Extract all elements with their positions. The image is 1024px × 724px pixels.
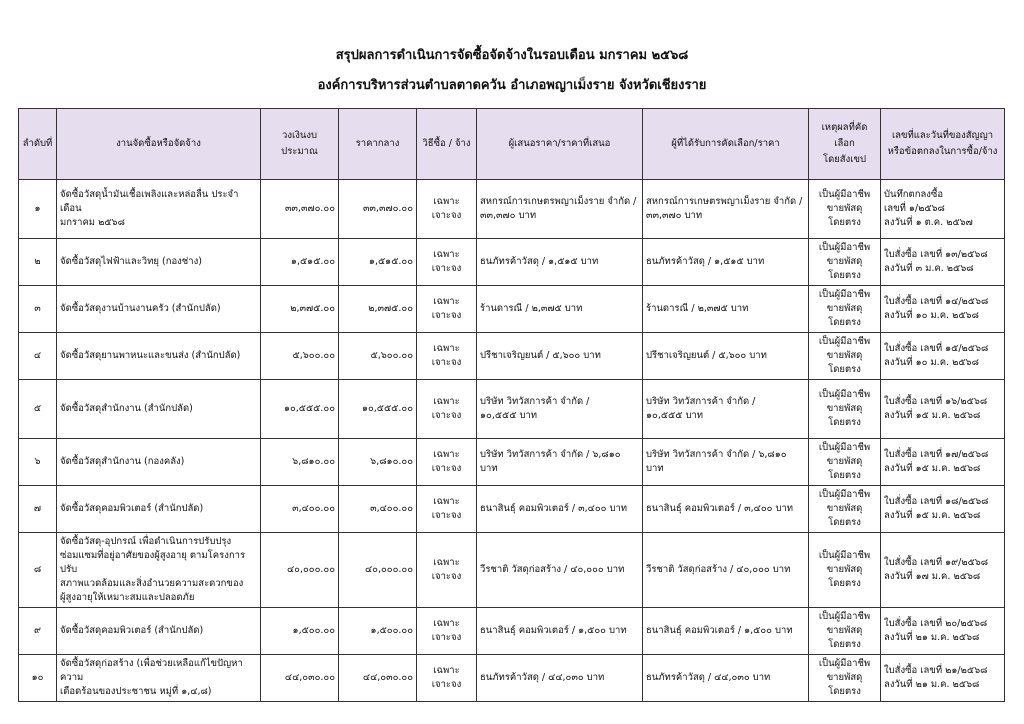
cell-contract-line: ลงวันที่ ๑๐ ม.ค. ๒๕๖๘ (884, 310, 979, 321)
cell-item-line: จัดซื้อวัสดุงานบ้านงานครัว (สำนักปลัด) (60, 303, 221, 314)
cell-selected-line: ปรีชาเจริญยนต์ / ๕,๖๐๐ บาท (646, 350, 767, 361)
cell-bidders (477, 333, 643, 380)
cell-selected-line: ร้านดารณี / ๒,๓๗๕ บาท (646, 303, 749, 314)
cell-selected-line: ธนภัทรค้าวัสดุ / ๔๔,๐๓๐ บาท (646, 672, 771, 683)
cell-item-line: สภาพแวดล้อมและสิ่งอำนวยความสะดวกของ (60, 578, 244, 589)
procurement-table (18, 108, 1005, 702)
cell-bidders (477, 180, 643, 239)
cell-contract (881, 439, 1005, 486)
cell-bidders (477, 655, 643, 702)
page-title: สรุปผลการดำเนินการจัดซื้อจัดจ้างในรอบเดือน มกราคม ๒๕๖๘ (335, 48, 689, 63)
cell-bidders-line: ธนาสินธุ์ คอมพิวเตอร์ / ๑,๕๐๐ บาท (480, 625, 627, 636)
table-row (19, 286, 1005, 333)
cell-method: เฉพาะเจาะจง (417, 608, 477, 655)
table-row (19, 655, 1005, 702)
cell-item-line: จัดซื้อวัสดุสำนักงาน (สำนักปลัด) (60, 403, 193, 414)
cell-bidders (477, 486, 643, 533)
cell-contract-line: ลงวันที่ ๓ ม.ค. ๒๕๖๘ (884, 263, 974, 274)
cell-contract-line: ใบสั่งซื้อ เลขที่ ๑๗/๒๕๖๘ (884, 449, 989, 460)
cell-contract-line: ใบสั่งซื้อ เลขที่ ๑๔/๒๕๖๘ (884, 296, 989, 307)
cell-item (57, 486, 261, 533)
header-reason-line: เหตุผลที่คัดเลือก (821, 122, 868, 149)
cell-item (57, 286, 261, 333)
cell-reason-line: ขายพัสดุโดยตรง (826, 503, 863, 528)
cell-median: ๔๐,๐๐๐.๐๐ (339, 533, 417, 608)
cell-budget: ๑๐,๕๕๕.๐๐ (261, 380, 339, 439)
cell-budget: ๓๓,๓๗๐.๐๐ (261, 180, 339, 239)
cell-median: ๑๐,๕๕๕.๐๐ (339, 380, 417, 439)
cell-item (57, 608, 261, 655)
cell-contract (881, 180, 1005, 239)
cell-item-line: จัดซื้อวัสดุยานพาหนะและขนส่ง (สำนักปลัด) (60, 350, 241, 361)
cell-bidders-line: ๑๐,๕๕๕ บาท (480, 410, 538, 421)
cell-contract-line: ใบสั่งซื้อ เลขที่ ๑๕/๒๕๖๘ (884, 343, 989, 354)
cell-bidders-line: ๓๓,๓๗๐ บาท (480, 210, 537, 221)
page-subtitle: องค์การบริหารส่วนตำบลตาดควัน อำเภอพญาเม็งราย จังหวัดเชียงราย (317, 78, 707, 93)
cell-budget: ๔๐,๐๐๐.๐๐ (261, 533, 339, 608)
cell-bidders-line: สหกรณ์การเกษตรพญาเม็งราย จำกัด / (480, 196, 637, 207)
cell-contract (881, 239, 1005, 286)
cell-selected (643, 333, 809, 380)
cell-contract-line: ลงวันที่ ๑ ต.ค. ๒๕๖๗ (884, 217, 973, 228)
header-reason (809, 109, 881, 180)
cell-bidders-line: บริษัท วิทวัสการค้า จำกัด / ๖,๘๑๐ บาท (480, 449, 621, 474)
cell-contract-line: ใบสั่งซื้อ เลขที่ ๑๖/๒๕๖๘ (884, 396, 988, 407)
cell-median: ๕,๖๐๐.๐๐ (339, 333, 417, 380)
header-item: งานจัดซื้อหรือจัดจ้าง (57, 109, 261, 180)
cell-selected-line: ธนาสินธุ์ คอมพิวเตอร์ / ๑,๕๐๐ บาท (646, 625, 793, 636)
cell-reason-line: เป็นผู้มีอาชีพ (818, 289, 871, 300)
cell-no: ๖ (19, 439, 57, 486)
cell-method: เฉพาะเจาะจง (417, 486, 477, 533)
header-method: วิธีซื้อ / จ้าง (417, 109, 477, 180)
cell-selected-line: ธนาสินธุ์ คอมพิวเตอร์ / ๓,๔๐๐ บาท (646, 503, 794, 514)
cell-budget: ๒,๓๗๕.๐๐ (261, 286, 339, 333)
cell-method: เฉพาะเจาะจง (417, 286, 477, 333)
cell-reason (809, 486, 881, 533)
cell-contract-line: ลงวันที่ ๑๗ ม.ค. ๒๕๖๘ (884, 571, 981, 582)
cell-selected-line: ธนภัทรค้าวัสดุ / ๑,๕๑๕ บาท (646, 256, 765, 267)
cell-contract-line: ใบสั่งซื้อ เลขที่ ๑๙/๒๕๖๘ (884, 557, 989, 568)
cell-selected-line: ๑๐,๕๕๕ บาท (646, 410, 704, 421)
cell-median: ๖,๘๑๐.๐๐ (339, 439, 417, 486)
cell-item-line: ซ่อมแซมที่อยู่อาศัยของผู้สูงอายุ ตามโครงการปรับ (60, 550, 246, 575)
cell-selected (643, 486, 809, 533)
cell-reason-line: เป็นผู้มีอาชีพ (818, 336, 871, 347)
cell-contract (881, 608, 1005, 655)
cell-reason-line: ขายพัสดุโดยตรง (826, 403, 863, 428)
cell-reason (809, 655, 881, 702)
cell-bidders-line: บริษัท วิทวัสการค้า จำกัด / (480, 396, 590, 407)
cell-median: ๒,๓๗๕.๐๐ (339, 286, 417, 333)
table-row (19, 608, 1005, 655)
cell-no: ๑ (19, 180, 57, 239)
cell-no: ๗ (19, 486, 57, 533)
cell-budget: ๖,๘๑๐.๐๐ (261, 439, 339, 486)
cell-median: ๓๓,๓๗๐.๐๐ (339, 180, 417, 239)
cell-item-line: จัดซื้อวัสดุสำนักงาน (กองคลัง) (60, 456, 185, 467)
cell-method: เฉพาะเจาะจง (417, 533, 477, 608)
cell-contract-line: เลขที่ ๑/๒๕๖๘ (884, 203, 945, 214)
cell-contract (881, 655, 1005, 702)
cell-selected-line: สหกรณ์การเกษตรพญาเม็งราย จำกัด / (646, 196, 803, 207)
cell-reason-line: เป็นผู้มีอาชีพ (818, 550, 871, 561)
cell-no: ๘ (19, 533, 57, 608)
cell-method: เฉพาะเจาะจง (417, 239, 477, 286)
cell-reason-line: เป็นผู้มีอาชีพ (818, 242, 871, 253)
cell-item-line: จัดซื้อวัสดุน้ำมันเชื้อเพลิงและหล่อลื่น ประจำเดือน (60, 189, 239, 214)
cell-contract-line: ลงวันที่ ๑๐ ม.ค. ๒๕๖๘ (884, 357, 979, 368)
cell-reason-line: ขายพัสดุโดยตรง (826, 625, 863, 650)
cell-selected (643, 533, 809, 608)
cell-contract (881, 486, 1005, 533)
cell-method: เฉพาะเจาะจง (417, 439, 477, 486)
cell-contract-line: ลงวันที่ ๒๑ ม.ค. ๒๕๖๘ (884, 679, 980, 690)
header-bidders: ผู้เสนอราคา/ราคาที่เสนอ (477, 109, 643, 180)
cell-reason (809, 286, 881, 333)
cell-no: ๑๐ (19, 655, 57, 702)
cell-median: ๑,๕๑๕.๐๐ (339, 239, 417, 286)
cell-contract (881, 533, 1005, 608)
cell-contract (881, 380, 1005, 439)
table-row (19, 380, 1005, 439)
cell-bidders (477, 286, 643, 333)
header-median: ราคากลาง (339, 109, 417, 180)
cell-bidders-line: ร้านดารณี / ๒,๓๗๕ บาท (480, 303, 583, 314)
cell-selected (643, 655, 809, 702)
cell-contract-line: ลงวันที่ ๒๑ ม.ค. ๒๕๖๘ (884, 632, 980, 643)
cell-median: ๔๔,๐๓๐.๐๐ (339, 655, 417, 702)
header-contract-line: หรือข้อตกลงในการซื้อ/จ้าง (887, 146, 998, 157)
cell-budget: ๔๔,๐๓๐.๐๐ (261, 655, 339, 702)
cell-contract-line: ใบสั่งซื้อ เลขที่ ๑๘/๒๕๖๘ (884, 496, 989, 507)
cell-bidders (477, 380, 643, 439)
header-budget: วงเงินงบประมาณ (261, 109, 339, 180)
cell-bidders (477, 533, 643, 608)
cell-budget: ๓,๔๐๐.๐๐ (261, 486, 339, 533)
cell-reason-line: ขายพัสดุโดยตรง (826, 456, 863, 481)
cell-selected-line: ๓๓,๓๗๐ บาท (646, 210, 703, 221)
cell-reason-line: เป็นผู้มีอาชีพ (818, 389, 871, 400)
cell-no: ๔ (19, 333, 57, 380)
cell-no: ๙ (19, 608, 57, 655)
cell-reason-line: เป็นผู้มีอาชีพ (818, 189, 871, 200)
cell-median: ๓,๔๐๐.๐๐ (339, 486, 417, 533)
cell-budget: ๑,๕๐๐.๐๐ (261, 608, 339, 655)
cell-reason-line: เป็นผู้มีอาชีพ (818, 489, 871, 500)
cell-selected (643, 180, 809, 239)
cell-budget: ๑,๕๑๕.๐๐ (261, 239, 339, 286)
header-contract-line: เลขที่และวันที่ของสัญญา (891, 130, 994, 141)
header-contract (881, 109, 1005, 180)
cell-item-line: จัดซื้อวัสดุคอมพิวเตอร์ (สำนักปลัด) (60, 503, 204, 514)
cell-reason-line: เป็นผู้มีอาชีพ (818, 442, 871, 453)
header-no: ลำดับที่ (19, 109, 57, 180)
cell-median: ๑,๕๐๐.๐๐ (339, 608, 417, 655)
cell-item-line: มกราคม ๒๕๖๘ (60, 217, 125, 228)
table-row (19, 439, 1005, 486)
cell-reason (809, 239, 881, 286)
table-row (19, 486, 1005, 533)
cell-item (57, 655, 261, 702)
cell-item (57, 533, 261, 608)
cell-selected (643, 380, 809, 439)
cell-item (57, 239, 261, 286)
cell-item-line: ผู้สูงอายุให้เหมาะสมและปลอดภัย (60, 592, 195, 603)
cell-reason-line: เป็นผู้มีอาชีพ (818, 658, 871, 669)
cell-bidders-line: ธนภัทรค้าวัสดุ / ๑,๕๑๕ บาท (480, 256, 599, 267)
cell-item-line: จัดซื้อวัสดุคอมพิวเตอร์ (สำนักปลัด) (60, 625, 204, 636)
cell-selected (643, 608, 809, 655)
cell-reason-line: ขายพัสดุโดยตรง (826, 303, 863, 328)
cell-bidders-line: ธนภัทรค้าวัสดุ / ๔๔,๐๓๐ บาท (480, 672, 605, 683)
cell-bidders-line: ปรีชาเจริญยนต์ / ๕,๖๐๐ บาท (480, 350, 601, 361)
table-row (19, 333, 1005, 380)
cell-reason (809, 608, 881, 655)
cell-budget: ๕,๖๐๐.๐๐ (261, 333, 339, 380)
cell-item (57, 439, 261, 486)
cell-item (57, 380, 261, 439)
cell-contract-line: ลงวันที่ ๑๕ ม.ค. ๒๕๖๘ (884, 463, 981, 474)
cell-contract-line: บันทึกตกลงซื้อ (884, 189, 944, 200)
cell-method: เฉพาะเจาะจง (417, 333, 477, 380)
cell-bidders (477, 439, 643, 486)
table-row (19, 180, 1005, 239)
cell-item (57, 180, 261, 239)
cell-bidders-line: ธนาสินธุ์ คอมพิวเตอร์ / ๓,๔๐๐ บาท (480, 503, 628, 514)
table-header-row (19, 109, 1005, 180)
cell-selected-line: บริษัท วิทวัสการค้า จำกัด / ๖,๘๑๐ บาท (646, 449, 787, 474)
cell-contract-line: ลงวันที่ ๑๕ ม.ค. ๒๕๖๘ (884, 410, 981, 421)
cell-selected (643, 239, 809, 286)
header-selected: ผู้ที่ได้รับการคัดเลือก/ราคา (643, 109, 809, 180)
header-reason-line: โดยสังเขป (822, 154, 867, 165)
cell-reason-line: ขายพัสดุโดยตรง (826, 564, 863, 589)
cell-no: ๓ (19, 286, 57, 333)
cell-bidders-line: วีรชาติ วัสดุก่อสร้าง / ๔๐,๐๐๐ บาท (480, 564, 625, 575)
cell-reason-line: ขายพัสดุโดยตรง (826, 203, 863, 228)
cell-reason (809, 533, 881, 608)
cell-selected-line: บริษัท วิทวัสการค้า จำกัด / (646, 396, 756, 407)
cell-contract (881, 286, 1005, 333)
cell-reason (809, 380, 881, 439)
cell-item-line: จัดซื้อวัสดุ-อุปกรณ์ เพื่อดำเนินการปรับปรุง (60, 536, 232, 547)
cell-contract-line: ใบสั่งซื้อ เลขที่ ๑๓/๒๕๖๘ (884, 249, 988, 260)
cell-reason-line: ขายพัสดุโดยตรง (826, 672, 863, 697)
cell-reason (809, 333, 881, 380)
cell-reason-line: ขายพัสดุโดยตรง (826, 350, 863, 375)
cell-no: ๒ (19, 239, 57, 286)
cell-contract-line: ลงวันที่ ๑๕ ม.ค. ๒๕๖๘ (884, 510, 981, 521)
cell-method: เฉพาะเจาะจง (417, 380, 477, 439)
table-row (19, 239, 1005, 286)
cell-method: เฉพาะเจาะจง (417, 180, 477, 239)
table-row (19, 533, 1005, 608)
cell-item-line: จัดซื้อวัสดุไฟฟ้าและวิทยุ (กองช่าง) (60, 256, 202, 267)
cell-bidders (477, 239, 643, 286)
cell-item-line: จัดซื้อวัสดุก่อสร้าง (เพื่อช่วยเหลือแก้ไขปัญหาความ (60, 658, 243, 683)
cell-contract-line: ใบสั่งซื้อ เลขที่ ๒๑/๒๕๖๘ (884, 665, 988, 676)
cell-reason-line: ขายพัสดุโดยตรง (826, 256, 863, 281)
cell-reason-line: เป็นผู้มีอาชีพ (818, 611, 871, 622)
cell-bidders (477, 608, 643, 655)
table-body (19, 180, 1005, 702)
cell-contract-line: ใบสั่งซื้อ เลขที่ ๒๐/๒๕๖๘ (884, 618, 988, 629)
cell-selected (643, 286, 809, 333)
cell-reason (809, 180, 881, 239)
cell-item (57, 333, 261, 380)
cell-method: เฉพาะเจาะจง (417, 655, 477, 702)
cell-contract (881, 333, 1005, 380)
cell-item-line: เดือดร้อนของประชาชน หมู่ที่ ๑,๔,๘) (60, 686, 212, 697)
cell-selected-line: วีรชาติ วัสดุก่อสร้าง / ๔๐,๐๐๐ บาท (646, 564, 791, 575)
cell-selected (643, 439, 809, 486)
cell-no: ๕ (19, 380, 57, 439)
cell-reason (809, 439, 881, 486)
